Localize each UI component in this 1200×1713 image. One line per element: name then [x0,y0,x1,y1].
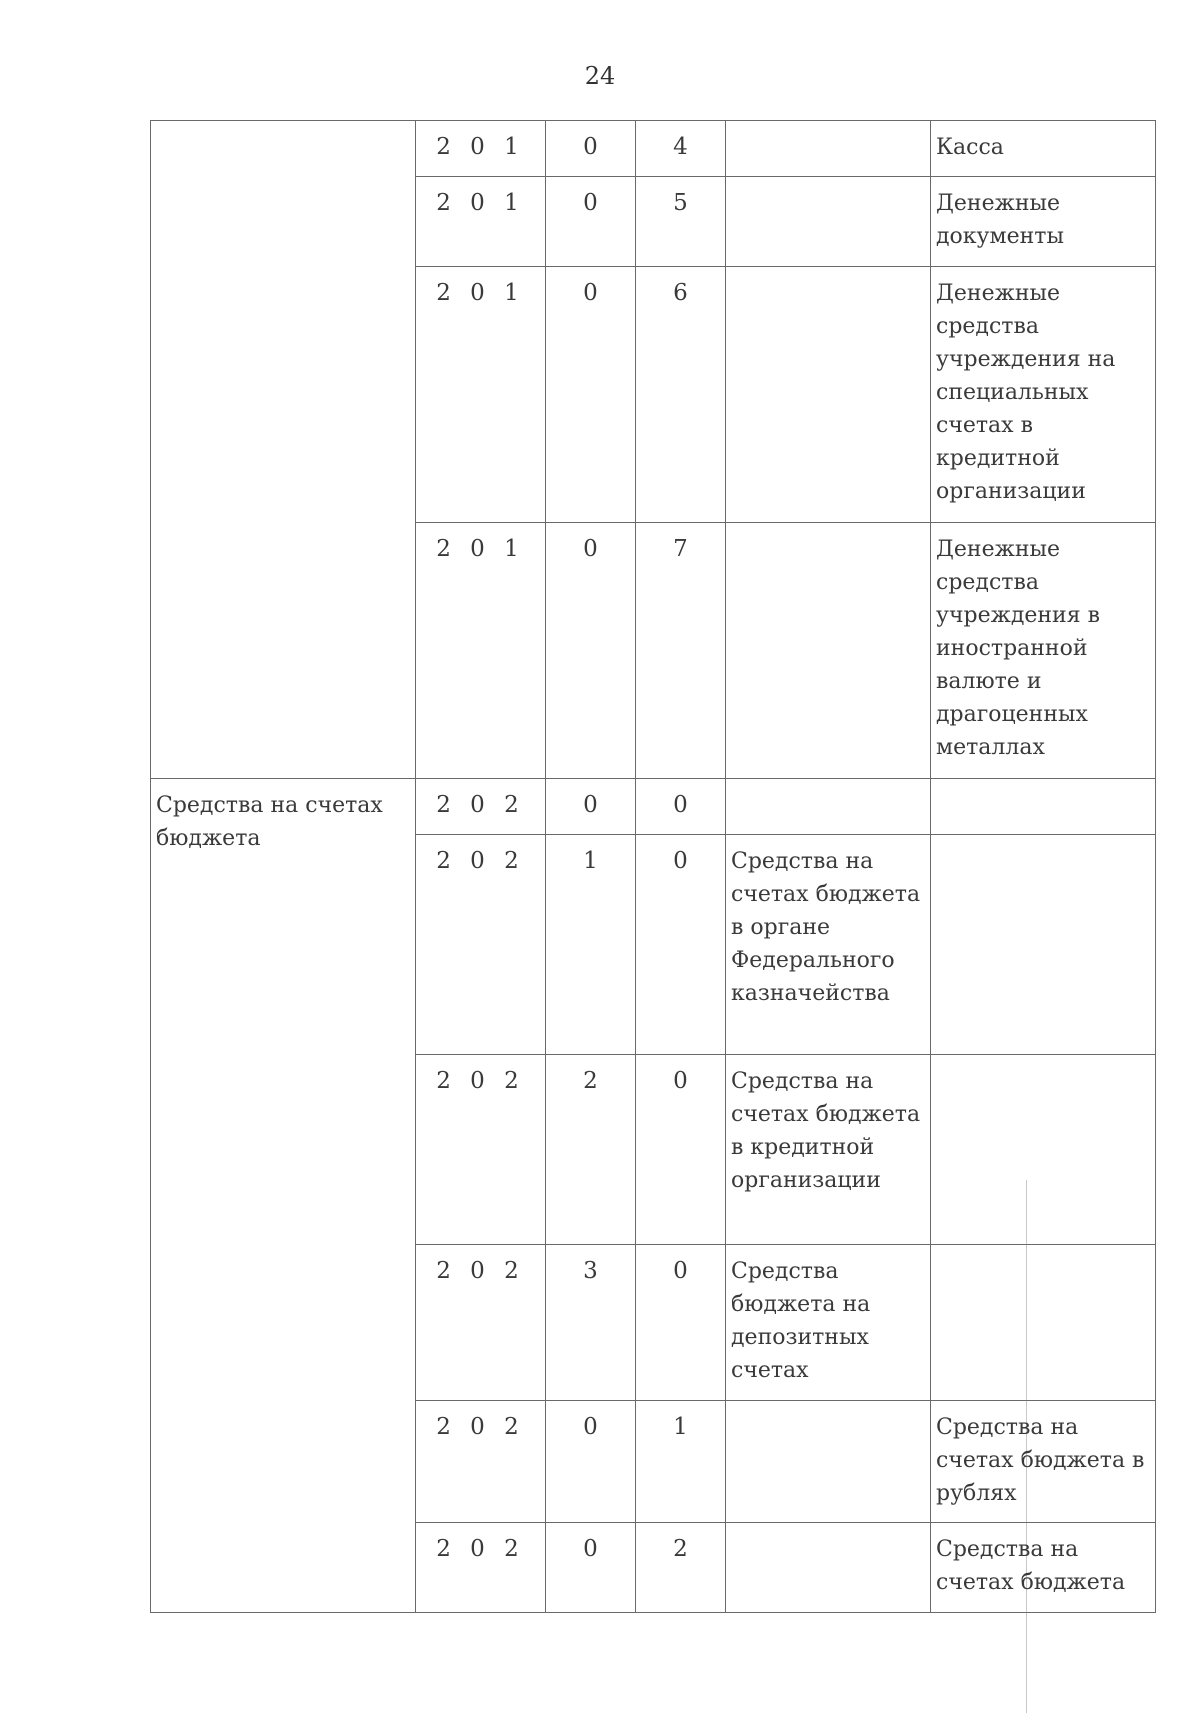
description-cell [726,177,931,267]
description-cell [726,121,931,177]
table-row [151,779,1156,835]
description-cell [726,779,931,835]
description-cell: Средства на счетах бюджета в рублях [931,1401,1156,1523]
digit-cell: 0 [546,1523,636,1613]
description-cell: Денежные средства учреждения в иностранной валюте и драгоценных металлах [931,523,1156,779]
chart-of-accounts-table [150,120,1156,1613]
description-cell: Средства бюджета на депозитных счетах [726,1245,931,1401]
account-code-cell: 2 0 2 [416,779,546,835]
description-cell: Касса [931,121,1156,177]
description-cell [931,835,1156,1055]
account-code-cell: 2 0 1 [416,267,546,523]
digit-cell: 2 [636,1523,726,1613]
description-cell: Денежные средства учреждения на специальных счетах в кредитной организации [931,267,1156,523]
group-cell: Средства на счетах бюджета [151,779,416,1613]
description-cell [931,779,1156,835]
digit-cell: 0 [636,1245,726,1401]
digit-cell: 0 [546,177,636,267]
digit-cell: 6 [636,267,726,523]
digit-cell: 0 [546,523,636,779]
digit-cell: 0 [546,779,636,835]
account-code-cell: 2 0 2 [416,835,546,1055]
account-code-cell: 2 0 2 [416,1401,546,1523]
table-row [151,121,1156,177]
digit-cell: 0 [636,835,726,1055]
description-cell: Средства на счетах бюджета в органе Федерального казначейства [726,835,931,1055]
description-cell [931,1245,1156,1401]
digit-cell: 0 [546,121,636,177]
digit-cell: 4 [636,121,726,177]
description-cell: Денежные документы [931,177,1156,267]
account-code-cell: 2 0 2 [416,1245,546,1401]
digit-cell: 0 [636,1055,726,1245]
digit-cell: 2 [546,1055,636,1245]
digit-cell: 0 [546,1401,636,1523]
account-code-cell: 2 0 2 [416,1523,546,1613]
description-cell [726,267,931,523]
group-cell [151,121,416,779]
digit-cell: 5 [636,177,726,267]
description-cell: Средства на счетах бюджета [931,1523,1156,1613]
digit-cell: 3 [546,1245,636,1401]
digit-cell: 1 [636,1401,726,1523]
description-cell [931,1055,1156,1245]
account-code-cell: 2 0 1 [416,523,546,779]
digit-cell: 0 [636,779,726,835]
account-code-cell: 2 0 2 [416,1055,546,1245]
description-cell: Средства на счетах бюджета в кредитной организации [726,1055,931,1245]
description-cell [726,1401,931,1523]
page-number: 24 [584,62,616,90]
description-cell [726,523,931,779]
digit-cell: 0 [546,267,636,523]
digit-cell: 7 [636,523,726,779]
account-code-cell: 2 0 1 [416,121,546,177]
description-cell [726,1523,931,1613]
account-code-cell: 2 0 1 [416,177,546,267]
digit-cell: 1 [546,835,636,1055]
